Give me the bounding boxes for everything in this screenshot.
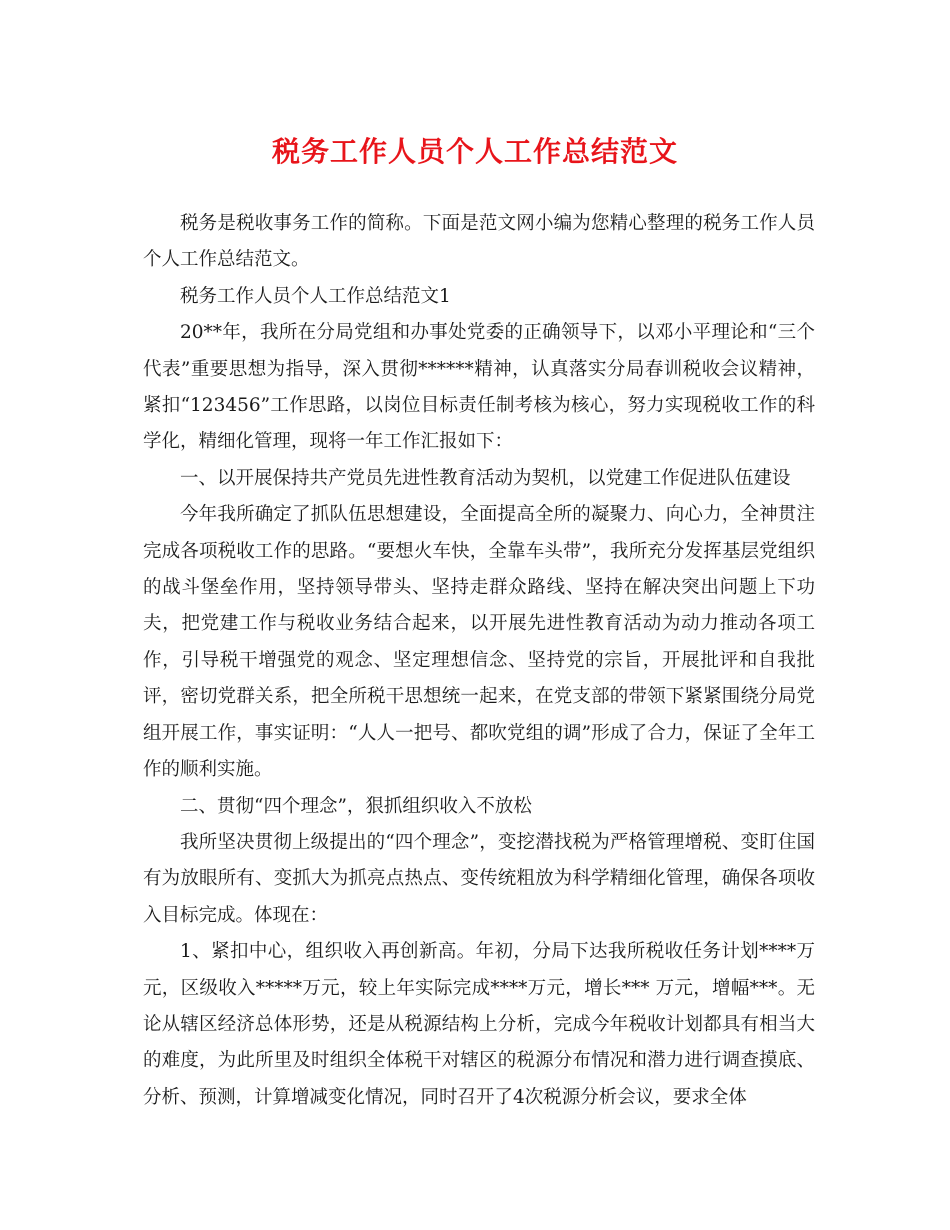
body-paragraph: 今年我所确定了抓队伍思想建设，全面提高全所的凝聚力、向心力，全神贯注完成各项税收工作的思路。“要想火车快，全靠车头带”，我所充分发挥基层党组织的战斗堡垒作用，坚持领导带头、坚持走群众路线、坚持在解决突出问题上下功夫，把党建工作与税收业务结合起来，以开展先进性教育活动为动力推动各项工作，引导税干增强党的观念、坚定理想信念、坚持党的宗旨，开展批评和自我批评，密切党群关系，把全所税干思想统一起来，在党支部的带领下紧紧围绕分局党组开展工作，事实证明：“人人一把号、都吹党组的调”形成了合力，保证了全年工作的顺利实施。 (143, 504, 815, 781)
body-paragraph: 我所坚决贯彻上级提出的“四个理念”，变挖潜找税为严格管理增税、变盯住国有为放眼所有、变抓大为抓亮点热点、变传统粗放为科学精细化管理，确保各项收入目标完成。体现在： (143, 831, 815, 926)
document-title: 税务工作人员个人工作总结范文 (271, 135, 678, 168)
subheading: 一、以开展保持共产党员先进性教育活动为契机，以党建工作促进队伍建设 (180, 467, 791, 489)
section-heading: 税务工作人员个人工作总结范文1 (180, 285, 451, 307)
body-paragraph: 20**年，我所在分局党组和办事处党委的正确领导下，以邓小平理论和“三个代表”重要思想为指导，深入贯彻******精神，认真落实分局春训税收会议精神，紧扣“123456”工作思路，以岗位目标责任制考核为核心，努力实现税收工作的科学化，精细化管理，现将一年工作汇报如下： (143, 322, 815, 453)
body-paragraph: 1、紧扣中心，组织收入再创新高。年初，分局下达我所税收任务计划****万元，区级收入*****万元，较上年实际完成****万元，增长*** 万元，增幅***。无论从辖区经济总体形势，还是从税源结构上分析，完成今年税收计划都具有相当大的难度，为此所里及时组织全体税干对辖区的税源分布情况和潜力进行调查摸底、分析、预测，计算增减变化情况，同时召开了4次税源分析会议，要求全体 (143, 941, 815, 1108)
intro-paragraph: 税务是税收事务工作的简称。下面是范文网小编为您精心整理的税务工作人员个人工作总结范文。 (143, 213, 815, 271)
subheading: 二、贯彻“四个理念”，狠抓组织收入不放松 (180, 795, 532, 817)
document-body (143, 206, 815, 1116)
